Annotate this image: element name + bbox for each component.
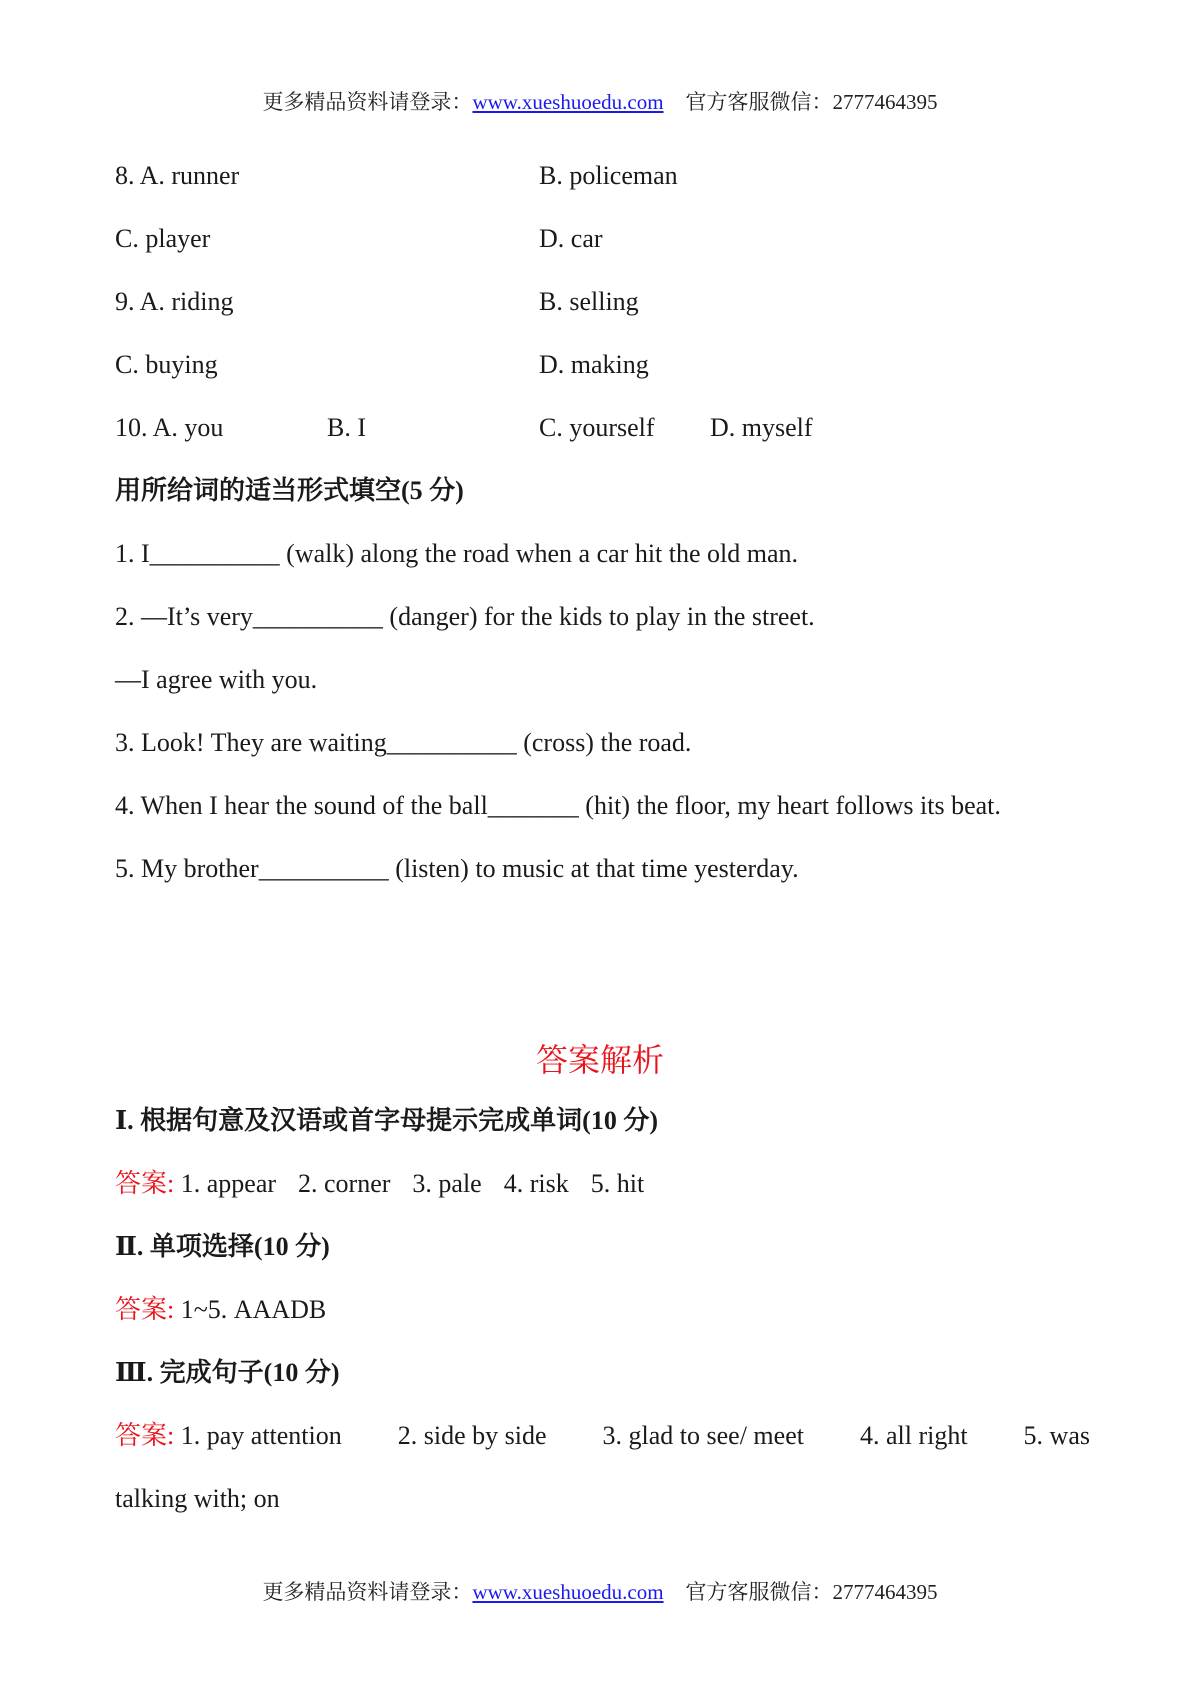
answer-label: 答案: [115,1295,181,1324]
page-footer [0,1576,1200,1606]
answer-sec1-item: 1. appear [180,1169,277,1198]
answer-sec3-title: Ⅲ. 完成句子(10 分) [115,1358,340,1387]
q9-option-a: 9. A. riding [115,287,234,316]
answer-sec1-line [115,1168,644,1200]
footer-link[interactable]: www.xueshuoedu.com [472,1580,664,1604]
q8-option-c: C. player [115,224,211,253]
answer-sec3-item-5: 5. was [1023,1421,1090,1450]
q9-option-d: D. making [539,350,649,379]
fill-item-2-reply: —I agree with you. [115,665,318,694]
fill-item-5: 5. My brother__________ (listen) to music at that time yesterday. [115,854,799,883]
fill-item-4: 4. When I hear the sound of the ball_______ (hit) the floor, my heart follows its beat. [115,791,1001,820]
q8-option-d: D. car [539,224,603,253]
answer-sec2-title: Ⅱ. 单项选择(10 分) [115,1232,330,1261]
answer-sec3-item-1: 答案: 1. pay attention [115,1421,342,1450]
header-link[interactable]: www.xueshuoedu.com [472,90,664,114]
page-header [0,86,1200,116]
answer-section-title: 答案解析 [535,1042,664,1078]
answer-sec3-line [115,1420,1090,1452]
answer-sec2-line [115,1294,326,1326]
answer-sec3-continuation: talking with; on [115,1484,280,1513]
answer-sec2-text: 1~5. AAADB [180,1295,327,1324]
answer-sec3-item-3: 3. glad to see/ meet [602,1421,804,1450]
answer-sec1-item: 3. pale [412,1169,482,1198]
fill-section-title: 用所给词的适当形式填空(5 分) [115,476,464,505]
answer-sec1-title: Ⅰ. 根据句意及汉语或首字母提示完成单词(10 分) [115,1106,658,1135]
q8-option-b: B. policeman [539,161,678,190]
answer-label: 答案: [115,1421,181,1450]
footer-contact: 官方客服微信：2777464395 [685,1580,938,1604]
fill-item-2: 2. —It’s very__________ (danger) for the kids to play in the street. [115,602,815,631]
answer-sec1-item: 2. corner [298,1169,391,1198]
answer-sec1-item: 4. risk [503,1169,569,1198]
header-prefix: 更多精品资料请登录： [262,90,473,114]
footer-prefix: 更多精品资料请登录： [262,1580,473,1604]
q9-option-b: B. selling [539,287,639,316]
q10-option-d: D. myself [710,413,813,442]
answer-sec3-item-4: 4. all right [859,1421,968,1450]
q10-option-c: C. yourself [539,413,655,442]
q9-option-c: C. buying [115,350,218,379]
answer-label: 答案: [115,1169,181,1198]
header-contact: 官方客服微信：2777464395 [685,90,938,114]
answer-sec1-item: 5. hit [590,1169,645,1198]
answer-sec3-item-2: 2. side by side [397,1421,547,1450]
q10-option-a: 10. A. you [115,413,224,442]
fill-item-3: 3. Look! They are waiting__________ (cross) the road. [115,728,692,757]
q10-option-b: B. I [327,413,366,442]
q8-option-a: 8. A. runner [115,161,240,190]
fill-item-1: 1. I__________ (walk) along the road when a car hit the old man. [115,539,799,568]
